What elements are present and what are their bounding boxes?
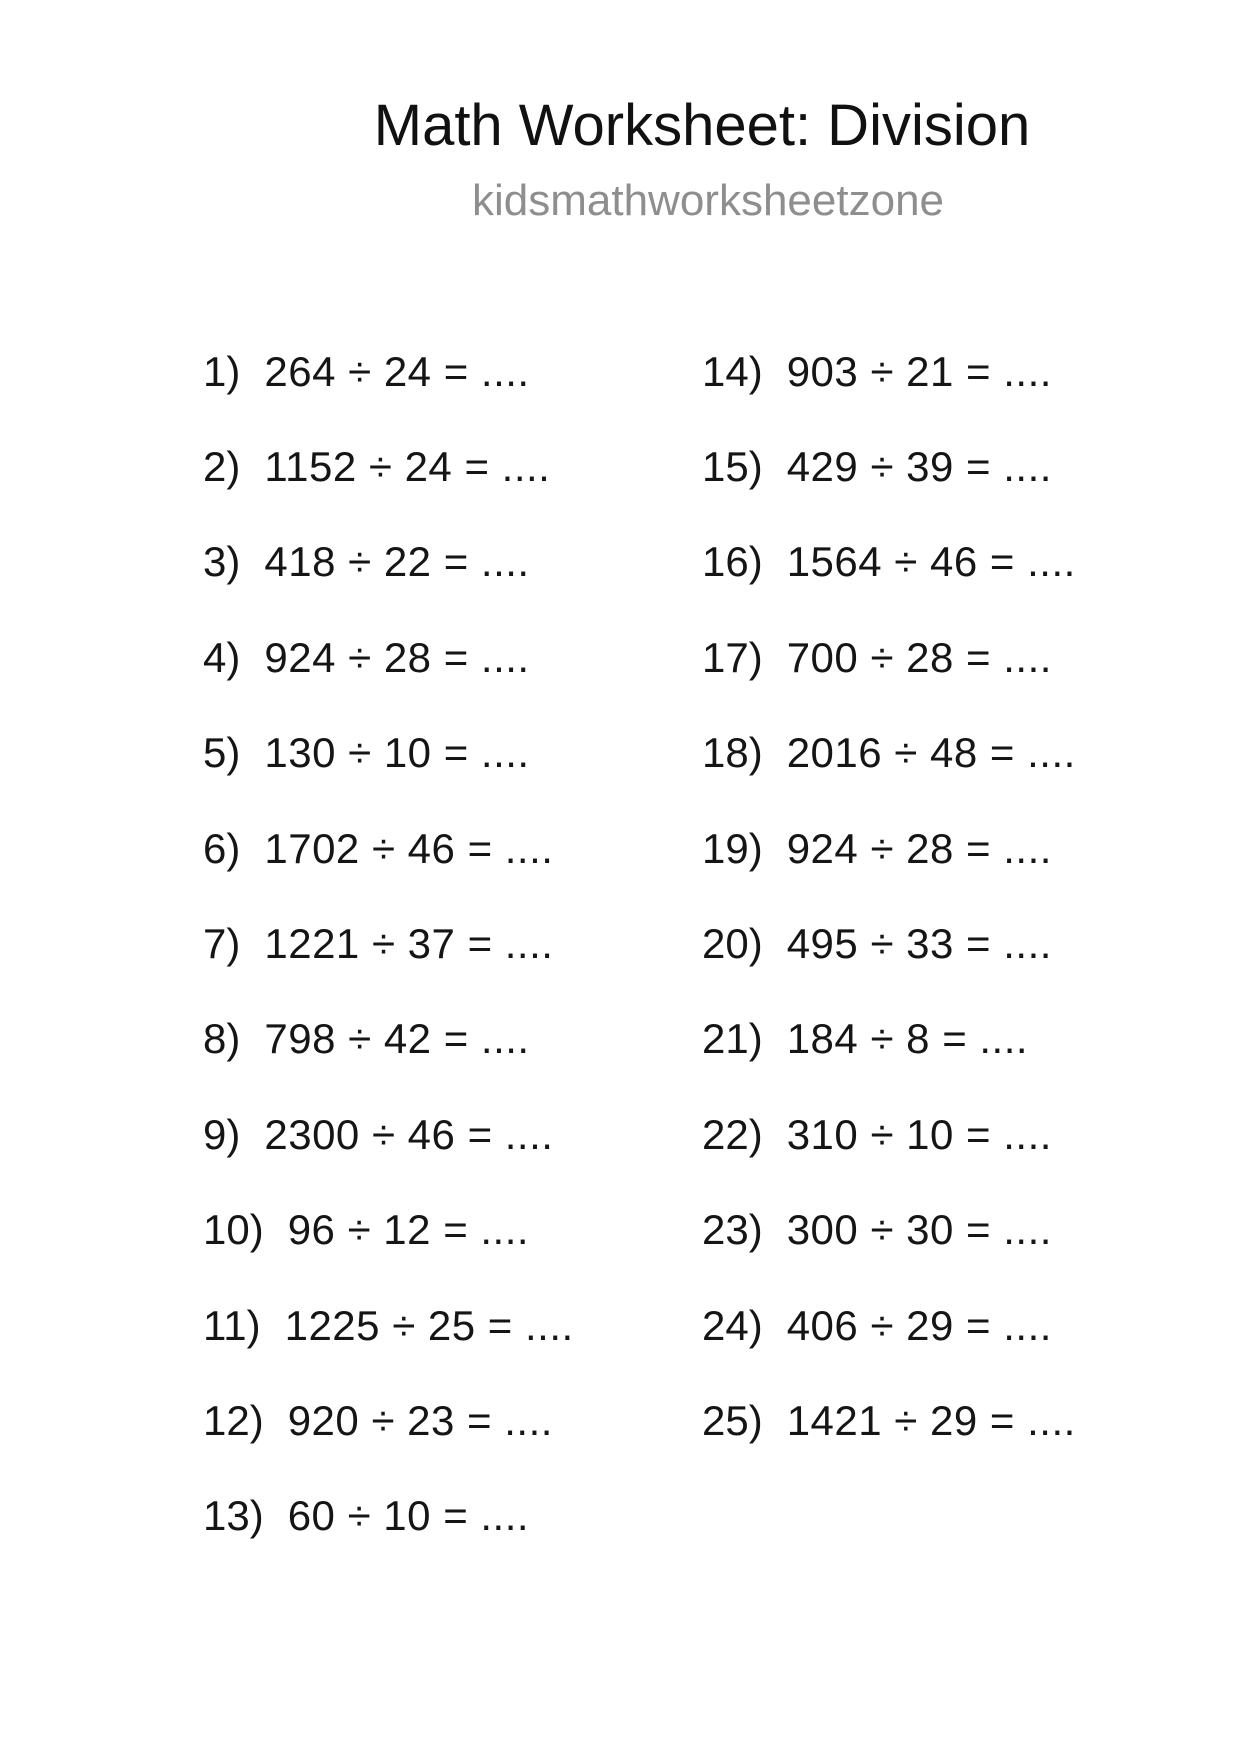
problem-expression: 2016 ÷ 48 = .... bbox=[786, 729, 1076, 777]
problem-row bbox=[702, 324, 1076, 419]
problem-expression: 1564 ÷ 46 = .... bbox=[786, 538, 1076, 586]
problem-expression: 903 ÷ 21 = .... bbox=[786, 347, 1052, 395]
problem-number: 24) bbox=[702, 1301, 763, 1349]
problem-number: 20) bbox=[702, 920, 763, 968]
problem-expression: 1225 ÷ 25 = .... bbox=[284, 1301, 574, 1349]
problem-row bbox=[702, 515, 1076, 610]
problem-expression: 429 ÷ 39 = .... bbox=[786, 443, 1052, 491]
problem-number: 6) bbox=[203, 824, 241, 872]
problem-row bbox=[702, 1278, 1076, 1373]
problem-expression: 130 ÷ 10 = .... bbox=[264, 729, 530, 777]
problem-number: 22) bbox=[702, 1110, 763, 1158]
page-subtitle: kidsmathworksheetzone bbox=[471, 176, 945, 225]
problem-row bbox=[702, 1087, 1076, 1182]
problem-number: 13) bbox=[203, 1492, 264, 1540]
problem-row bbox=[702, 1183, 1076, 1278]
problem-number: 18) bbox=[702, 729, 763, 777]
problem-number: 10) bbox=[203, 1206, 264, 1254]
problem-expression: 1421 ÷ 29 = .... bbox=[786, 1396, 1076, 1444]
problem-row bbox=[203, 1183, 574, 1278]
problem-expression: 300 ÷ 30 = .... bbox=[786, 1206, 1052, 1254]
problem-row bbox=[203, 1469, 574, 1564]
problem-number: 21) bbox=[702, 1015, 763, 1063]
problem-expression: 406 ÷ 29 = .... bbox=[786, 1301, 1052, 1349]
problem-number: 1) bbox=[203, 347, 241, 395]
problem-row bbox=[702, 896, 1076, 991]
problem-expression: 1221 ÷ 37 = .... bbox=[264, 920, 554, 968]
problem-expression: 924 ÷ 28 = .... bbox=[786, 824, 1052, 872]
problem-row bbox=[702, 706, 1076, 801]
problem-number: 7) bbox=[203, 920, 241, 968]
problem-expression: 264 ÷ 24 = .... bbox=[264, 347, 530, 395]
problem-number: 14) bbox=[702, 347, 763, 395]
problem-expression: 700 ÷ 28 = .... bbox=[786, 633, 1052, 681]
problem-number: 23) bbox=[702, 1206, 763, 1254]
problem-row bbox=[203, 1373, 574, 1468]
problem-number: 8) bbox=[203, 1015, 241, 1063]
problem-number: 2) bbox=[203, 443, 241, 491]
problem-expression: 1152 ÷ 24 = .... bbox=[264, 443, 551, 491]
page-title: Math Worksheet: Division bbox=[373, 93, 1031, 158]
problem-number: 11) bbox=[203, 1301, 261, 1349]
problem-number: 16) bbox=[702, 538, 763, 586]
problem-row bbox=[203, 992, 574, 1087]
problems-column-right bbox=[702, 324, 1076, 1469]
problem-row bbox=[203, 610, 574, 705]
problem-number: 9) bbox=[203, 1110, 241, 1158]
problem-row bbox=[702, 801, 1076, 896]
problems-column-left bbox=[203, 324, 574, 1564]
problem-row bbox=[203, 324, 574, 419]
problem-expression: 798 ÷ 42 = .... bbox=[264, 1015, 530, 1063]
problem-number: 19) bbox=[702, 824, 763, 872]
problem-number: 3) bbox=[203, 538, 241, 586]
problem-number: 4) bbox=[203, 633, 241, 681]
problem-row bbox=[203, 801, 574, 896]
problem-expression: 2300 ÷ 46 = .... bbox=[264, 1110, 554, 1158]
problem-row bbox=[203, 706, 574, 801]
problem-expression: 924 ÷ 28 = .... bbox=[264, 633, 530, 681]
problem-number: 15) bbox=[702, 443, 763, 491]
problem-row bbox=[702, 419, 1076, 514]
problem-row bbox=[203, 896, 574, 991]
problem-expression: 920 ÷ 23 = .... bbox=[287, 1396, 553, 1444]
problem-expression: 60 ÷ 10 = .... bbox=[287, 1492, 530, 1540]
problem-number: 5) bbox=[203, 729, 241, 777]
problem-expression: 1702 ÷ 46 = .... bbox=[264, 824, 554, 872]
problem-row bbox=[203, 1087, 574, 1182]
problem-expression: 96 ÷ 12 = .... bbox=[287, 1206, 530, 1254]
problem-row bbox=[702, 992, 1076, 1087]
problem-number: 17) bbox=[702, 633, 763, 681]
problem-expression: 184 ÷ 8 = .... bbox=[786, 1015, 1029, 1063]
problem-expression: 310 ÷ 10 = .... bbox=[786, 1110, 1052, 1158]
problem-row bbox=[203, 1278, 574, 1373]
problem-number: 25) bbox=[702, 1396, 763, 1444]
problem-expression: 418 ÷ 22 = .... bbox=[264, 538, 530, 586]
problem-row bbox=[203, 515, 574, 610]
problem-number: 12) bbox=[203, 1396, 264, 1444]
problem-row bbox=[203, 419, 574, 514]
problem-row bbox=[702, 610, 1076, 705]
problem-row bbox=[702, 1373, 1076, 1468]
problem-expression: 495 ÷ 33 = .... bbox=[786, 920, 1052, 968]
